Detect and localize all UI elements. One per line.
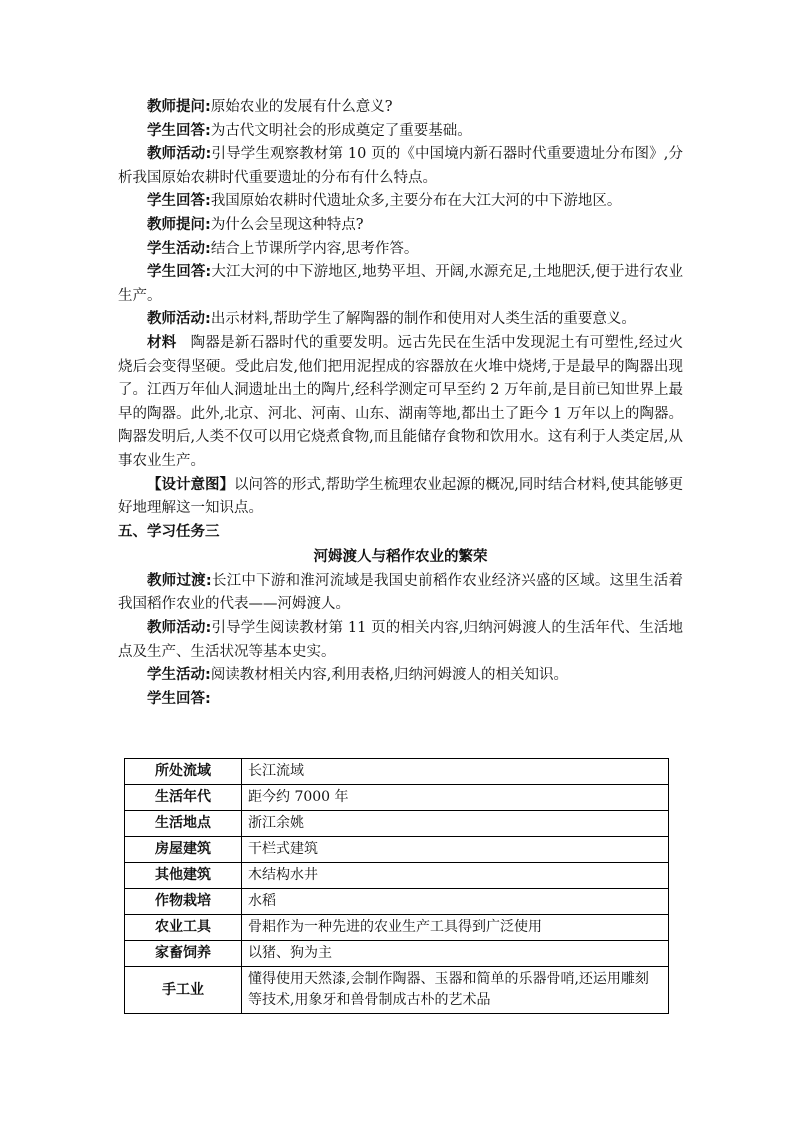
paragraph-text: 结合上节课所学内容,思考作答。 [210,240,419,257]
table-row [125,941,669,967]
paragraph-text: 原始农业的发展有什么意义? [210,99,393,115]
paragraph-text: 出示材料,帮助学生了解陶器的制作和使用对人类生活的重要意义。 [210,311,636,328]
material-label: 材料 [147,334,177,351]
speaker-label: 教师提问: [147,216,211,233]
table-row [125,785,669,811]
student-answer-paragraph [118,190,683,214]
student-activity-paragraph [118,238,683,262]
section-heading: 五、学习任务三 [118,523,220,540]
paragraph-text: 大江大河的中下游地区,地势平坦、开阔,水源充足,土地肥沃,便于进行农业生产。 [118,264,683,304]
speaker-label: 学生回答: [147,122,211,139]
paragraph-text: 引导学生阅读教材第 11 页的相关内容,归纳河姆渡人的生活年代、生活地点及生产、生活状况等基本史实。 [118,620,683,660]
teacher-activity-paragraph [118,617,683,664]
row-key: 作物栽培 [125,889,242,915]
row-value: 骨耜作为一种先进的农业生产工具得到广泛使用 [242,915,669,941]
table-row [125,837,669,863]
speaker-label: 学生活动: [147,240,211,257]
teacher-activity-paragraph [118,143,683,190]
paragraph-text: 阅读教材相关内容,利用表格,归纳河姆渡人的相关知识。 [210,667,569,684]
row-key: 生活年代 [125,785,242,811]
student-answer-paragraph [118,120,683,144]
teacher-activity-paragraph [118,308,683,332]
design-intent-label: 【设计意图】 [147,476,235,493]
teacher-question-paragraph [118,214,683,238]
material-paragraph [118,332,683,474]
speaker-label: 教师提问: [147,99,211,115]
speaker-label: 教师活动: [147,620,212,637]
table-row [125,967,669,1014]
speaker-label: 学生回答: [147,690,211,707]
paragraph-text: 长江中下游和淮河流域是我国史前稻作农业经济兴盛的区域。这里生活着我国稻作农业的代表——河姆渡人。 [118,572,683,613]
document-body [118,96,683,711]
row-value: 浙江余姚 [242,811,669,837]
row-value: 木结构水井 [242,863,669,889]
paragraph-text: 为古代文明社会的形成奠定了重要基础。 [210,122,472,139]
table-row [125,811,669,837]
design-intent-paragraph [118,474,683,521]
hemudu-summary-table [124,758,669,1014]
teacher-question-paragraph [118,96,683,120]
speaker-label: 教师活动: [147,146,212,163]
row-value: 距今约 7000 年 [242,785,669,811]
row-key: 其他建筑 [125,863,242,889]
task-subheading: 河姆渡人与稻作农业的繁荣 [313,549,488,566]
row-value: 干栏式建筑 [242,837,669,863]
row-key: 家畜饲养 [125,941,242,967]
row-key: 房屋建筑 [125,837,242,863]
paragraph-text: 我国原始农耕时代遗址众多,主要分布在大江大河的中下游地区。 [210,193,622,210]
row-key: 农业工具 [125,915,242,941]
row-value: 水稻 [242,889,669,915]
student-activity-paragraph [118,664,683,688]
teacher-transition-paragraph [118,570,683,617]
student-answer-paragraph [118,688,683,712]
table-row [125,863,669,889]
row-key: 生活地点 [125,811,242,837]
speaker-label: 学生活动: [147,667,211,684]
table-row [125,889,669,915]
student-answer-paragraph [118,261,683,308]
speaker-label: 教师活动: [147,311,211,328]
row-key: 所处流域 [125,759,242,785]
paragraph-text: 引导学生观察教材第 10 页的《中国境内新石器时代重要遗址分布图》,分析我国原始农耕时代重要遗址的分布有什么特点。 [118,146,683,186]
row-value: 以猪、狗为主 [242,941,669,967]
material-text: 陶器是新石器时代的重要发明。远古先民在生活中发现泥土有可塑性,经过火烧后会变得坚硬。受此启发,他们把用泥捏成的容器放在火堆中烧烤,于是最早的陶器出现了。江西万年仙人洞遗址出土的陶片,经科学测定可早至约 2 万年前,是目前已知世界上最早的陶器。此外,北京、河北、河南、山东、湖南等地,都出土了距今 1 万年以上的陶器。陶器发明后,人类不仅可以用它烧煮食物,而且能储存食物和饮用水。这有利于人类定居,从事农业生产。 [118,334,684,469]
speaker-label: 学生回答: [147,193,211,210]
row-value: 长江流域 [242,759,669,785]
table-row [125,915,669,941]
speaker-label: 学生回答: [147,264,212,281]
design-intent-text: 以问答的形式,帮助学生梳理农业起源的概况,同时结合材料,使其能够更好地理解这一知识点。 [118,476,684,517]
row-key: 手工业 [125,967,242,1014]
speaker-label: 教师过渡: [147,572,212,589]
paragraph-text: 为什么会呈现这种特点? [210,216,364,233]
table-row [125,759,669,785]
row-value: 懂得使用天然漆,会制作陶器、玉器和简单的乐器骨哨,还运用雕刻等技术,用象牙和兽骨制成古朴的艺术品 [242,967,669,1014]
